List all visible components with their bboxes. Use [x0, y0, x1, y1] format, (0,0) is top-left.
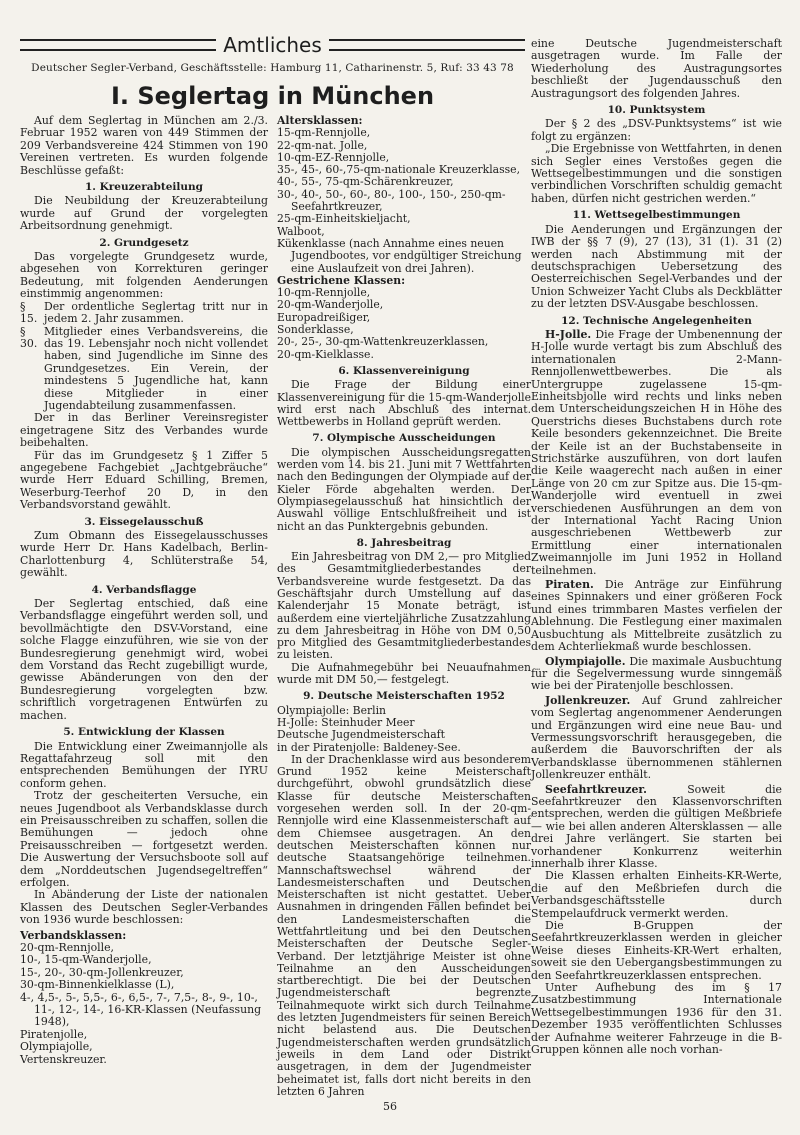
run-in-text: Die maximale Ausbuchtung für die Segelvermessung wurde sinngemäß wie bei der Piratenjolle beschlossen. [531, 654, 782, 693]
section-title: Amtliches [223, 33, 322, 57]
paragraph: In Abänderung der Liste der nationalen Klassen des Deutschen Segler-Verbandes von 1936 wurde beschlossen: [20, 888, 268, 927]
paragraph: Das vorgelegte Grundgesetz wurde, abgesehen von Korrekturen geringer Bedeutung, mit folgenden Aenderungen einstimmig angenommen: [20, 250, 268, 301]
heading-kreuzerabteilung: 1. Kreuzerabteilung [84, 181, 204, 194]
verbandsklassen-list [20, 942, 268, 1066]
paragraph: Trotz der gescheiterten Versuche, ein neues Jugendboot als Verbandsklasse durch ein Preisausschreiben zu schaffen, sollen die Bemühungen — jedoch ohne Preisausschreiben — fortgesetzt werden. Die Auswertung der Versuchsboote soll auf dem „Norddeutschen Jugendsegeltreffen“ erfolgen. [20, 789, 268, 889]
list-item: 20-, 25-, 30-qm-Wattenkreuzerklassen, [277, 335, 489, 349]
altersklassen-list [277, 127, 531, 275]
article-number: § 30. [20, 324, 38, 350]
list-item: Sonderklasse, [277, 323, 354, 337]
article-text: Mitglieder eines Verbandsvereins, die das 19. Lebensjahr noch nicht vollendet haben, sind Jugendliche im Sinne des Grundgesetzes. Ein Verein, der mindestens 5 Jugendliche hat, kann diese Mitglieder in einer Jugendabteilung zusammenfassen. [44, 324, 268, 412]
section-header-row [20, 34, 525, 56]
paragraph: Die Aufnahmegebühr bei Neuaufnahmen wurde mit DM 50,— festgelegt. [277, 660, 531, 687]
heading-wettsegelbestimmungen: 11. Wettsegelbestimmungen [572, 209, 741, 222]
list-item: Walboot, [277, 224, 325, 238]
list-heading-altersklassen: Altersklassen: [277, 114, 363, 127]
heading-klassenvereinigung: 6. Klassenvereinigung [338, 364, 470, 377]
column-2 [277, 115, 531, 1098]
section-header [20, 34, 525, 74]
list-item: 35-, 45-, 60-,75-qm-nationale Kreuzerklasse, [277, 163, 520, 177]
list-item: 10-, 15-qm-Wanderjolle, [20, 953, 152, 967]
intro-paragraph: Auf dem Seglertag in München am 2./3. Februar 1952 waren von 449 Stimmen der 209 Verbandsvereine 424 Stimmen von 190 Vereinen vertreten. Es wurden folgende Beschlüsse gefaßt: [20, 114, 268, 177]
publisher-line: Deutscher Segler-Verband, Geschäftsstelle: Hamburg 11, Catharinenstr. 5, Ruf: 33 43 78 [31, 62, 514, 74]
list-item: 10-qm-Rennjolle, [277, 286, 371, 300]
list-heading-verbandsklassen: Verbandsklassen: [20, 928, 127, 942]
list-item: 15-, 20-, 30-qm-Jollenkreuzer, [20, 965, 184, 979]
heading-jahresbeitrag: 8. Jahresbeitrag [356, 536, 452, 549]
run-in-lead: Olympiajolle. [545, 654, 626, 668]
heading-verbandsflagge: 4. Verbandsflagge [91, 583, 197, 596]
list-item: Olympiajolle: Berlin [277, 703, 387, 717]
article-number: § 15. [20, 299, 38, 326]
run-in-text: Auf Grund zahlreicher vom Seglertag angenommener Aenderungen und Ergänzungen wird eine neue Bau- und Vermessungsvorschrift herausgegeben, die außerdem die Bauvorschriften der als Verbandsklasse übernommenen stählernen Jollenkreuzer enthält. [531, 693, 782, 782]
decorative-rule-left [20, 39, 216, 51]
run-in-paragraph-olympiajolle [531, 656, 782, 693]
list-item: 20-qm-Rennjolle, [20, 941, 114, 954]
list-item: 40-, 55-, 75-qm-Schärenkreuzer, [277, 175, 454, 189]
article-item [20, 326, 268, 413]
heading-entwicklung-klassen: 5. Entwicklung der Klassen [63, 726, 225, 739]
paragraph: Die Aenderungen und Ergänzungen der IWB der §§ 7 (9), 27 (13), 31 (1). 31 (2) werden nach Abstimmung mit der deutschsprachigen Uebersetzung des Oesterreichischen Segel-Verbandes und der Union Schweizer Yacht Clubs als Deckblätter zu der letzten DSV-Ausgabe beschlossen. [531, 222, 782, 311]
paragraph: Der Seglertag entschied, daß eine Verbandsflagge eingeführt werden soll, und bevollmächtigte den DSV-Vorstand, eine solche Flagge einzuführen, wie sie von der Bundesregierung genehmigt wird, wobei dem Vorstand das Recht zugebilligt wurde, gewisse Abänderungen von den der Bundesregierung vorgelegten bzw. schriftlich vorgetragenen Entwürfen zu machen. [20, 597, 268, 722]
list-item: 4-, 4,5-, 5-, 5,5-, 6-, 6,5-, 7-, 7,5-, 8-, 9-, 10-, 11-, 12-, 14-, 16-KR-Klassen (Neufassung 1948), [20, 990, 262, 1029]
run-in-text: Soweit die Seefahrtkreuzer den Klassenvorschriften entsprechen, werden die gültigen Meßbriefe — wie bei allen anderen Altersklassen — alle drei Jahre verlängert. Sie starten bei vorhandener Konkurrenz weiterhin innerhalb ihrer Klasse. [531, 782, 782, 870]
list-item: Piratenjolle, [20, 1027, 88, 1041]
run-in-lead: Piraten. [545, 578, 594, 592]
run-in-text: Die Anträge zur Einführung eines Spinnakers und einer größeren Fock und eines trimmbaren Mastes verfielen der Ablehnung. Die Festlegung einer maximalen Ausbuchtung als Mittelbreite zusätzlich zu dem Achterliekmaß wurde beschlossen. [531, 578, 782, 654]
paragraph: Ein Jahresbeitrag von DM 2,— pro Mitglied des Gesamtmitgliederbestandes der Verbandsvereine wurde festgesetzt. Da das Geschäftsjahr durch Umstellung auf das Kalenderjahr 15 Monate beträgt, ist außerdem eine vierteljährliche Zusatzzahlung zu dem Jahresbeitrag in Höhe von DM 0,50 pro Mitglied des Gesamtmitgliederbestandes zu leisten. [277, 550, 531, 662]
list-heading-gestrichene: Gestrichene Klassen: [277, 273, 406, 287]
list-item: Vertenskreuzer. [20, 1052, 107, 1066]
column-3 [531, 38, 782, 1057]
heading-olympische-ausscheidungen: 7. Olympische Ausscheidungen [312, 432, 496, 445]
list-item: 30-qm-Binnenkielklasse (L), [20, 978, 175, 992]
decorative-rule-right [329, 39, 525, 51]
paragraph-continued: eine Deutsche Jugendmeisterschaft ausgetragen wurde. Im Falle der Wiederholung des Austragungsortes beschließt der Jugendausschuß den Austragungsort des folgenden Jahres. [531, 37, 782, 100]
list-item: 25-qm-Einheitskieljacht, [277, 212, 411, 226]
paragraph: Die olympischen Ausscheidungsregatten werden vom 14. bis 21. Juni mit 7 Wettfahrten nach den Bedingungen der Olympiade auf der Kieler Förde abgehalten werden. Der Olympiasegelausschuß hat hinsichtlich der Auswahl völlige Entschlußfreiheit und ist nicht an das Punktergebnis gebunden. [277, 445, 531, 533]
list-item: 30-, 40-, 50-, 60-, 80-, 100-, 150-, 250-qm-Seefahrtkreuzer, [277, 187, 506, 214]
run-in-paragraph-piraten [531, 579, 782, 653]
paragraph: Der in das Berliner Vereinsregister eingetragene Sitz des Verbandes wurde beibehalten. [20, 411, 268, 450]
paragraph: Unter Aufhebung des im § 17 Zusatzbestimmung Internationale Wettsegelbestimmungen 1936 für den 31. Dezember 1935 veröffentlichten Schlusses der Aufnahme weiterer Fahrzeuge in die B-Gruppen können alle noch vorhan- [531, 981, 782, 1057]
list-item: Kükenklasse (nach Annahme eines neuen Jugendbootes, vor endgültiger Streichung eine Auslaufzeit von drei Jahren). [277, 236, 522, 275]
page-number: 56 [383, 1100, 397, 1113]
column-1 [20, 115, 268, 1066]
paragraph: In der Drachenklasse wird aus besonderem Grund 1952 keine Meisterschaft durchgeführt, obwohl grundsätzlich diese Klasse für deutsche Meisterschaften vorgesehen werden soll. In der 20-qm-Rennjolle wird eine Klassenmeisterschaft auf dem Chiemsee ausgetragen. An den deutschen Meisterschaften können nur deutsche Staatsangehörige teilnehmen. Mannschaftswechsel während der Landesmeisterschaften und Deutschen Meisterschaften ist nicht gestattet. Ueber Ausnahmen in dringenden Fällen befindet bei den Landesmeisterschaften die Wettfahrtleitung und bei den Deutschen Meisterschaften der Deutsche Segler-Verband. Der letztjährige Meister ist ohne Teilnahme an den Ausscheidungen startberechtigt. Die bei der Deutschen Jugendmeisterschaft begrenzte Teilnahmequote wirkt sich durch Teilnahme des letzten Jugendmeisters für seinen Bereich nicht belastend aus. Die Deutschen Jugendmeisterschaften werden grundsätzlich jeweils in dem Land oder Distrikt ausgetragen, in dem der Jugendmeister beheimatet ist, falls dort nicht bereits in den letzten 6 Jahren [277, 752, 531, 1098]
run-in-lead: Jollenkreuzer. [545, 693, 631, 707]
list-item: 20-qm-Kielklasse. [277, 347, 374, 361]
run-in-lead: H-Jolle. [545, 327, 592, 341]
heading-eissegelausschuss: 3. Eissegelausschuß [84, 515, 204, 528]
list-item: 20-qm-Wanderjolle, [277, 298, 384, 312]
heading-grundgesetz: 2. Grundgesetz [99, 236, 189, 249]
article-title: I. Seglertag in München [110, 82, 435, 110]
paragraph: Für das im Grundgesetz § 1 Ziffer 5 angegebene Fachgebiet „Jachtgebräuche“ wurde Herr Eduard Schilling, Bremen, Weserburg-Teerhof 20 D, in den Verbandsvorstand gewählt. [20, 448, 268, 512]
run-in-paragraph-jollenkreuzer [531, 695, 782, 782]
paragraph: Der § 2 des „DSV-Punktsystems“ ist wie folgt zu ergänzen: [531, 117, 782, 143]
list-item: in der Piratenjolle: Baldeney-See. [277, 740, 461, 754]
paragraph: Die Entwicklung einer Zweimannjolle als Regattafahrzeug soll mit den entsprechenden Bemühungen der IYRU conform gehen. [20, 739, 268, 790]
paragraph: Die Frage der Bildung einer Klassenvereinigung für die 15-qm-Wanderjolle wird erst nach Abschluß des internat. Wettbewerbs in Holland geprüft werden. [277, 378, 531, 429]
meisterschaften-list [277, 705, 531, 754]
list-item: Olympiajolle, [20, 1040, 93, 1054]
list-item: H-Jolle: Steinhuder Meer [277, 715, 415, 729]
heading-punktsystem: 10. Punktsystem [607, 104, 706, 117]
run-in-paragraph-seefahrtkreuzer [531, 784, 782, 871]
article-text: Der ordentliche Seglertag tritt nur in jedem 2. Jahr zusammen. [44, 299, 268, 326]
list-item: 15-qm-Rennjolle, [277, 126, 371, 140]
paragraph: Zum Obmann des Eissegelausschusses wurde Herr Dr. Hans Kadelbach, Berlin-Charlottenburg 4, Schlüterstraße 54, gewählt. [20, 529, 268, 580]
paragraph: Die Neubildung der Kreuzerabteilung wurde auf Grund der vorgelegten Arbeitsordnung genehmigt. [20, 194, 268, 233]
list-item: Europadreißiger, [277, 310, 371, 324]
heading-deutsche-meisterschaften: 9. Deutsche Meisterschaften 1952 [303, 690, 505, 703]
heading-technische-angelegenheiten: 12. Technische Angelegenheiten [561, 314, 752, 327]
run-in-lead: Seefahrtkreuzer. [545, 782, 647, 796]
paragraph: „Die Ergebnisse von Wettfahrten, in denen sich Segler eines Verstoßes gegen die Wettsegelbestimmungen und die sonstigen verbindlichen Vorschriften schuldig gemacht haben, dürfen nicht gestrichen werden.“ [531, 142, 782, 205]
paragraph: Die Klassen erhalten Einheits-KR-Werte, die auf den Meßbriefen durch die Verbandsgeschäftsstelle durch Stempelaufdruck vermerkt werden. [531, 869, 782, 920]
gestrichene-list [277, 287, 531, 361]
list-item: 10-qm-EZ-Rennjolle, [277, 150, 390, 164]
list-item: 22-qm-nat. Jolle, [277, 138, 368, 152]
paragraph: Die B-Gruppen der Seefahrtkreuzerklassen werden in gleicher Weise dieses Einheits-KR-Wert erhalten, soweit sie den Uebergangsbestimmungen zu den Seefahrtkreuzerklassen entsprechen. [531, 919, 782, 982]
run-in-paragraph-h-jolle [531, 329, 782, 577]
run-in-text: Die Frage der Umbenennung der H-Jolle wurde vertagt bis zum Abschluß des internationalen 2-Mann-Rennjollenwettbewerbes. Die als Untergruppe zugelassene 15-qm-Einheitsbjolle wird rechts und links neben dem Unterscheidungszeichen H in Höhe des Querstrichs dieses Buchstabens durch rote Keile besonders gekennzeichnet. Die Breite der Keile ist an der Buchstabenseite in Strichstärke auszuführen, von dort laufen die Keile waagerecht nach außen in einer Länge von 20 cm zur Spitze aus. Die 15-qm-Wanderjolle wird eventuell in zwei verschiedenen Ausführungen an dem von der International Yacht Racing Union ausgeschriebenen Wettbewerb zur Ermittlung einer internationalen Zweimannjolle im Juni 1952 in Holland teilnehmen. [531, 327, 782, 577]
article-item [20, 301, 268, 326]
list-item: Deutsche Jugendmeisterschaft [277, 728, 445, 742]
